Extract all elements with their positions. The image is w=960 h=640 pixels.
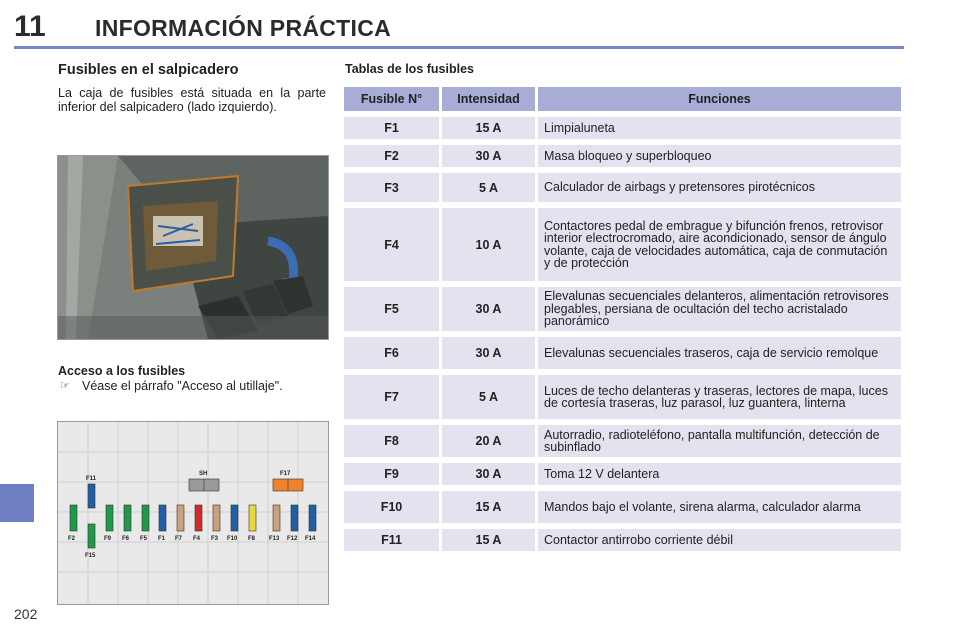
fuse-box-svg [58,422,328,604]
function-cell: Contactores pedal de embrague y bifunción frenos, retrovisor interior electrocromado, aire acondicionado, sensor de ángulo volante, caja de velocidades automática, caja de conmutación y de protección [538,208,901,281]
fuse-label-bottom: F10 [227,536,238,542]
fuse-cell: F9 [344,463,439,485]
amp-cell: 30 A [442,337,535,369]
fuse-cell: F8 [344,425,439,457]
fuse-cell: F11 [344,529,439,551]
dashboard-photo [57,155,329,340]
header-intensity: Intensidad [442,87,535,111]
fuse-label-bottom: F5 [140,536,148,542]
function-cell: Mandos bajo el volante, sirena alarma, calculador alarma [538,491,901,523]
fuse-label-bottom: F4 [193,536,201,542]
fuse-f12 [291,505,298,531]
header-rule [14,46,904,49]
header-functions: Funciones [538,87,901,111]
table-row [344,463,904,485]
access-instruction: Véase el párrafo "Acceso al utillaje". [82,379,283,393]
fuse-f5 [142,505,149,531]
table-row [344,173,904,202]
fuse-cell: F2 [344,145,439,167]
fuse-f9 [106,505,113,531]
fuse-label-bottom: F1 [158,536,166,542]
function-cell: Contactor antirrobo corriente débil [538,529,901,551]
fuse-f3 [213,505,220,531]
dashboard-illustration [58,156,328,339]
fuse-f8 [249,505,256,531]
amp-cell: 30 A [442,287,535,331]
function-cell: Limpialuneta [538,117,901,139]
fuse-cell: F3 [344,173,439,202]
fuse-cell: F10 [344,491,439,523]
fuse-f6 [124,505,131,531]
fuse-label-bottom: F9 [104,536,112,542]
fuse-label-top: F17 [280,471,291,477]
fuse-f11 [88,484,95,508]
amp-cell: 5 A [442,375,535,419]
table-row [344,117,904,139]
function-cell: Calculador de airbags y pretensores pirotécnicos [538,173,901,202]
function-cell: Toma 12 V delantera [538,463,901,485]
fuse-f4 [195,505,202,531]
chapter-side-tab [0,484,34,522]
tables-title: Tablas de los fusibles [345,62,474,76]
table-row [344,337,904,369]
fuse-f15 [88,524,95,548]
fuse-cell: F7 [344,375,439,419]
fuse-label-under: F15 [85,553,96,559]
fuse-label-bottom: F8 [248,536,256,542]
amp-cell: 10 A [442,208,535,281]
fuse-box-diagram [57,421,329,605]
table-row [344,491,904,523]
access-title: Acceso a los fusibles [58,364,186,378]
amp-cell: 30 A [442,145,535,167]
access-text [58,380,326,394]
table-row [344,287,904,331]
fuse-f7 [177,505,184,531]
function-cell: Elevalunas secuenciales traseros, caja de servicio remolque [538,337,901,369]
fuse-cell: F4 [344,208,439,281]
amp-cell: 5 A [442,173,535,202]
fuse-label-bottom: F12 [287,536,298,542]
amp-cell: 15 A [442,491,535,523]
fuse-label-bottom: F2 [68,536,76,542]
chapter-number: 11 [14,10,46,43]
chapter-title: INFORMACIÓN PRÁCTICA [95,15,392,41]
fuse-f14 [309,505,316,531]
fuse-f10 [231,505,238,531]
amp-cell: 15 A [442,117,535,139]
fuse-label-bottom: F14 [305,536,316,542]
function-cell: Autorradio, radioteléfono, pantalla multifunción, detección de subinflado [538,425,901,457]
fuse-label-top: F11 [86,476,97,482]
amp-cell: 15 A [442,529,535,551]
table-row [344,145,904,167]
fuse-f13 [273,505,280,531]
fuse-table [344,87,904,557]
fuse-f2 [70,505,77,531]
function-cell: Elevalunas secuenciales delanteros, alimentación retrovisores plegables, persiana de ocultación del techo acristalado panorámico [538,287,901,331]
fuse-label-bottom: F3 [211,536,219,542]
amp-cell: 20 A [442,425,535,457]
page-number: 202 [14,606,38,622]
table-header-row [344,87,904,111]
fuse-cell: F6 [344,337,439,369]
table-row [344,425,904,457]
function-cell: Masa bloqueo y superbloqueo [538,145,901,167]
bullet-icon: ☞ [60,380,70,392]
table-row [344,529,904,551]
fuse-label-bottom: F6 [122,536,130,542]
fuse-cell: F5 [344,287,439,331]
intro-paragraph: La caja de fusibles está situada en la parte inferior del salpicadero (lado izquierdo). [58,86,326,114]
fuse-label-bottom: F13 [269,536,280,542]
table-row [344,208,904,281]
function-cell: Luces de techo delanteras y traseras, lectores de mapa, luces de cortesía traseras, luz parasol, luz guantera, linterna [538,375,901,419]
fuse-f1 [159,505,166,531]
fuse-cell: F1 [344,117,439,139]
table-row [344,375,904,419]
fuse-label-top: SH [199,471,208,477]
header-fuse-number: Fusible N° [344,87,439,111]
section-title: Fusibles en el salpicadero [58,62,239,78]
fuse-label-bottom: F7 [175,536,183,542]
amp-cell: 30 A [442,463,535,485]
